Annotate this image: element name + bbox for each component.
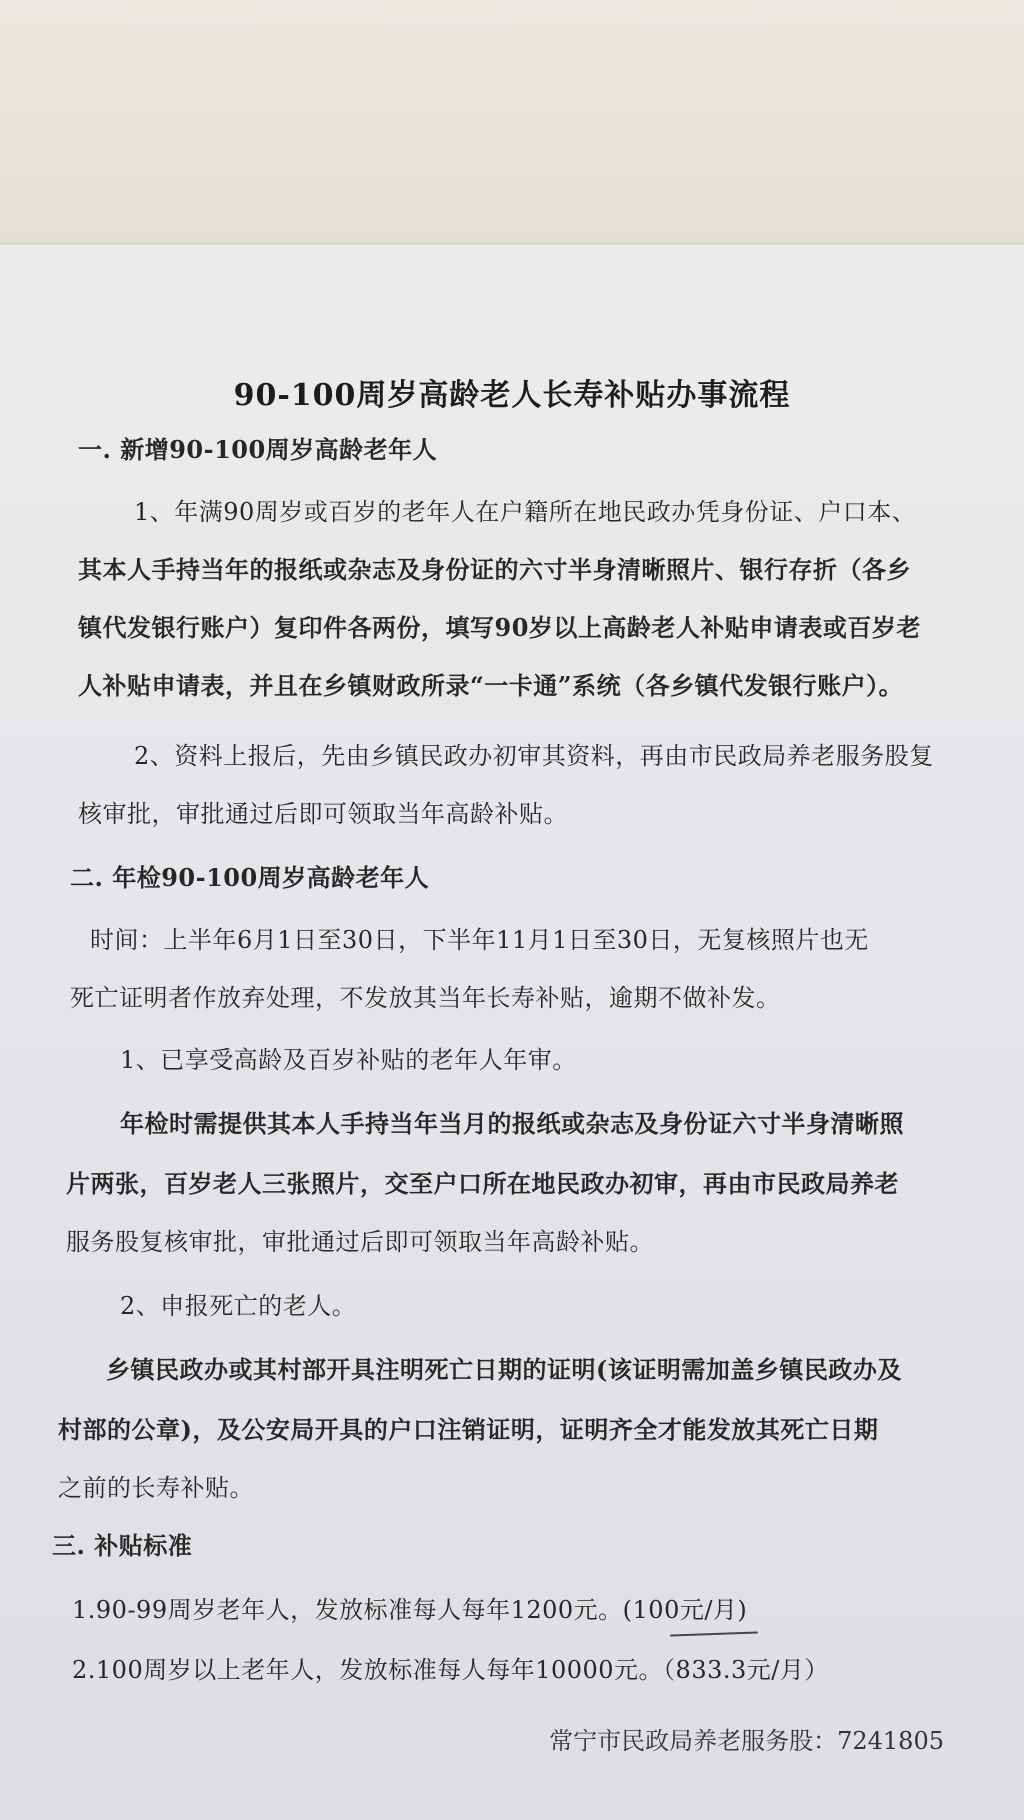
section-1-item-1-line-3: 镇代发银行账户）复印件各两份，填写90岁以上高龄老人补贴申请表或百岁老 (78, 613, 921, 642)
section-1-item-2-line-1: 2、资料上报后，先由乡镇民政办初审其资料，再由市民政局养老服务股复 (134, 742, 934, 770)
section-3-heading: 三. 补贴标准 (52, 1531, 193, 1560)
section-1-item-1-line-2: 其本人手持当年的报纸或杂志及身份证的六寸半身清晰照片、银行存折（各乡 (78, 555, 911, 584)
section-2-heading: 二. 年检90-100周岁高龄老年人 (70, 863, 430, 892)
background-wall (0, 0, 1024, 270)
section-2-sub-1-line-1: 年检时需提供其本人手持当年当月的报纸或杂志及身份证六寸半身清晰照 (120, 1109, 904, 1138)
section-2-sub-2-line-3: 之前的长寿补贴。 (58, 1474, 254, 1502)
section-3-item-1: 1.90-99周岁老年人，发放标准每人每年1200元。(100元/月) (72, 1596, 748, 1624)
section-3-item-2: 2.100周岁以上老年人，发放标准每人每年10000元。（833.3元/月） (72, 1656, 829, 1684)
section-1-heading: 一. 新增90-100周岁高龄老年人 (78, 435, 438, 464)
document-body (0, 245, 1024, 1820)
footer-contact: 常宁市民政局养老服务股：7241805 (549, 1727, 944, 1755)
section-2-sub-1-line-2: 片两张，百岁老人三张照片，交至户口所在地民政办初审，再由市民政局养老 (66, 1169, 899, 1198)
section-1-item-1-line-1: 1、年满90周岁或百岁的老年人在户籍所在地民政办凭身份证、户口本、 (134, 498, 917, 526)
section-2-sub-2-title: 2、申报死亡的老人。 (120, 1292, 357, 1320)
section-1-item-1-line-4: 人补贴申请表，并且在乡镇财政所录“一卡通”系统（各乡镇代发银行账户）。 (78, 671, 904, 700)
handwritten-underline (670, 1631, 758, 1636)
section-2-sub-2-line-2: 村部的公章)，及公安局开具的户口注销证明，证明齐全才能发放其死亡日期 (58, 1415, 879, 1444)
section-2-sub-2-line-1: 乡镇民政办或其村部开具注明死亡日期的证明(该证明需加盖乡镇民政办及 (106, 1355, 902, 1384)
section-2-time-line-1: 时间：上半年6月1日至30日，下半年11月1日至30日，无复核照片也无 (90, 926, 869, 954)
paper-notice (0, 245, 1024, 1820)
section-1-item-2-line-2: 核审批，审批通过后即可领取当年高龄补贴。 (78, 800, 568, 828)
section-2-sub-1-title: 1、已享受高龄及百岁补贴的老年人年审。 (120, 1046, 577, 1074)
section-2-sub-1-line-3: 服务股复核审批，审批通过后即可领取当年高龄补贴。 (66, 1228, 654, 1256)
section-2-time-line-2: 死亡证明者作放弃处理，不发放其当年长寿补贴，逾期不做补发。 (70, 984, 781, 1012)
document-title: 90-100周岁高龄老人长寿补贴办事流程 (233, 378, 791, 413)
